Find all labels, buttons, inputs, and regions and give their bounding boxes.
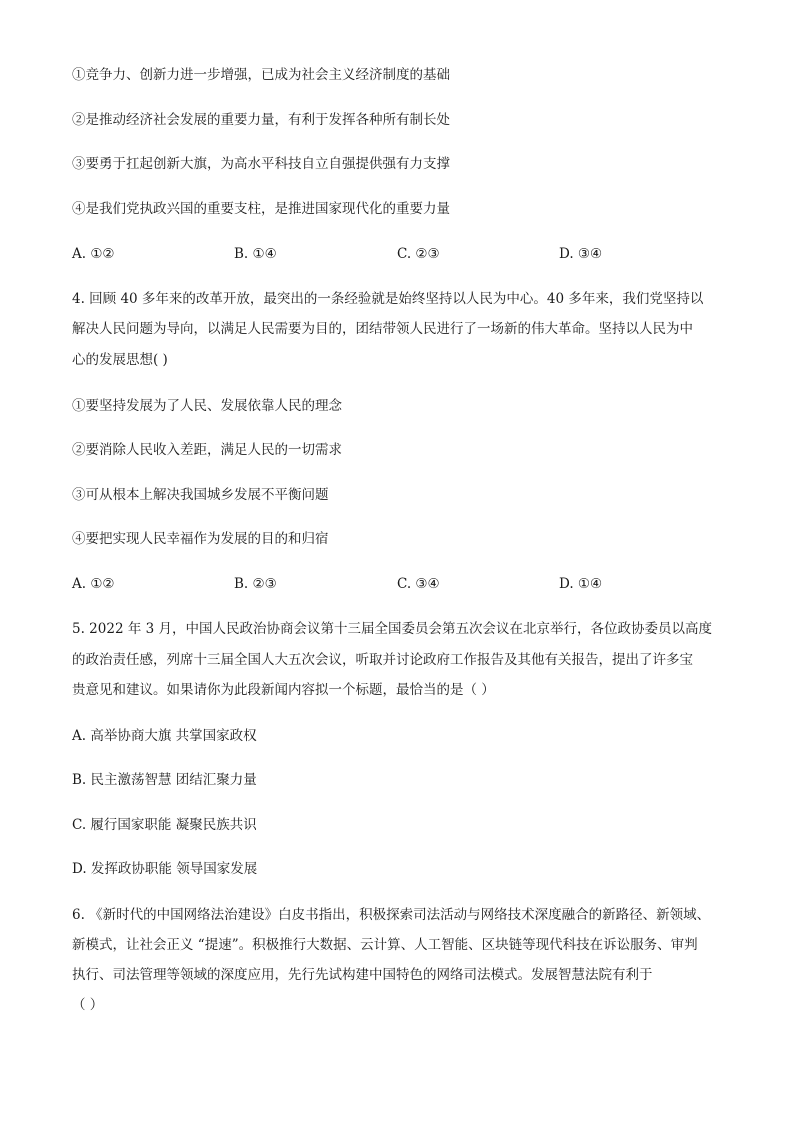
q5-option-a[interactable]: A. 高举协商大旗 共掌国家政权 — [72, 728, 257, 744]
q4-item-1: ①要坚持发展为了人民、发展依靠人民的理念 — [72, 398, 342, 414]
q5-option-d[interactable]: D. 发挥政协职能 领导国家发展 — [72, 861, 258, 877]
q3-option-d[interactable]: D. ③④ — [559, 246, 603, 262]
q6-stem-line-3: 执行、司法管理等领域的深度应用，先行先试构建中国特色的网络司法模式。发展智慧法院有利于 — [72, 967, 653, 983]
q6-stem-line-4: （ ） — [72, 997, 104, 1013]
q4-stem-line-3: 心的发展思想( ) — [72, 352, 168, 368]
q4-stem-line-2: 解决人民问题为导向，以满足人民需要为目的，团结带领人民进行了一场新的伟大革命。坚持以人民为中 — [72, 321, 693, 337]
q4-option-a[interactable]: A. ①② — [72, 576, 115, 592]
q4-option-b[interactable]: B. ②③ — [234, 576, 277, 592]
q5-option-c[interactable]: C. 履行国家职能 凝聚民族共识 — [72, 817, 257, 833]
q4-option-c[interactable]: C. ③④ — [397, 576, 440, 592]
q4-option-d[interactable]: D. ①④ — [559, 576, 603, 592]
q6-stem-line-1: 6. 《新时代的中国网络法治建设》白皮书指出，积极探索司法活动与网络技术深度融合的新路径、新领域、 — [72, 907, 711, 923]
q6-stem-line-2: 新模式，让社会正义 “提速”。积极推行大数据、云计算、人工智能、区块链等现代科技在诉讼服务、审判 — [72, 937, 698, 953]
q4-item-3: ③可从根本上解决我国城乡发展不平衡问题 — [72, 487, 329, 503]
q3-option-a[interactable]: A. ①② — [72, 246, 115, 262]
q4-options — [72, 575, 722, 593]
q3-item-1: ①竞争力、创新力进一步增强，已成为社会主义经济制度的基础 — [72, 67, 450, 83]
q5-stem-line-2: 的政治责任感，列席十三届全国人大五次会议，听取并讨论政府工作报告及其他有关报告，提出了许多宝 — [72, 652, 693, 668]
q4-stem-line-1: 4. 回顾 40 多年来的改革开放，最突出的一条经验就是始终坚持以人民为中心。40 多年来，我们党坚持以 — [72, 291, 704, 307]
q3-option-b[interactable]: B. ①④ — [234, 246, 277, 262]
q5-stem-line-1: 5. 2022 年 3 月，中国人民政治协商会议第十三届全国委员会第五次会议在北京举行，各位政协委员以高度 — [72, 621, 712, 637]
q5-stem-line-3: 贵意见和建议。如果请你为此段新闻内容拟一个标题，最恰当的是（ ） — [72, 682, 495, 698]
q4-item-4: ④要把实现人民幸福作为发展的目的和归宿 — [72, 531, 329, 547]
q3-item-2: ②是推动经济社会发展的重要力量，有利于发挥各种所有制长处 — [72, 112, 450, 128]
q3-options — [72, 245, 722, 263]
q3-item-3: ③要勇于扛起创新大旗，为高水平科技自立自强提供强有力支撑 — [72, 156, 450, 172]
q4-item-2: ②要消除人民收入差距，满足人民的一切需求 — [72, 442, 342, 458]
q3-item-4: ④是我们党执政兴国的重要支柱，是推进国家现代化的重要力量 — [72, 201, 450, 217]
q3-option-c[interactable]: C. ②③ — [397, 246, 440, 262]
q5-option-b[interactable]: B. 民主激荡智慧 团结汇聚力量 — [72, 772, 257, 788]
